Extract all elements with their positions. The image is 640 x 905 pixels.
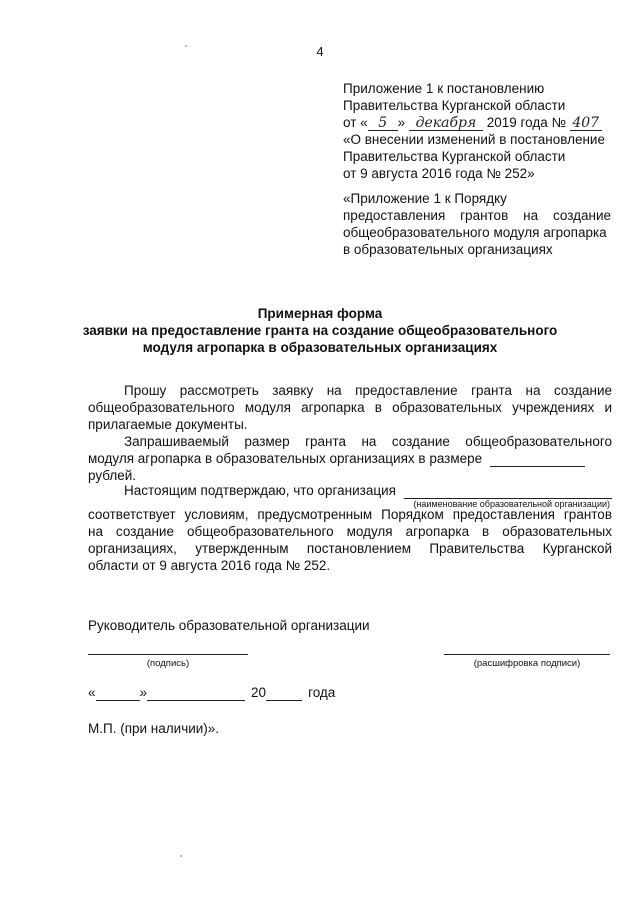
handwritten-month: декабря	[409, 116, 483, 131]
appendix-line: Правительства Курганской области	[343, 98, 566, 113]
amount-field[interactable]	[490, 453, 585, 467]
paragraph-conditions	[88, 506, 612, 574]
signature-caption: (подпись)	[146, 658, 190, 669]
appendix-line: Правительства Курганской области	[343, 149, 566, 164]
text-line-with-field	[88, 482, 612, 499]
text-line: прилагаемые документы.	[88, 417, 248, 432]
year-prefix: 20	[251, 685, 267, 700]
handwritten-number: 407	[570, 116, 602, 131]
text-fragment: Настоящим подтверждаю, что организация	[124, 483, 396, 498]
signature-decode-field[interactable]	[444, 640, 610, 655]
text-line: Прошу рассмотреть заявку на предоставление гранта на создание	[124, 383, 612, 398]
text-line: общеобразовательного модуля агропарка в образовательных учреждениях и	[88, 400, 612, 415]
scan-speck	[185, 45, 187, 47]
signature-field[interactable]	[88, 640, 248, 655]
date-line	[88, 684, 612, 701]
appendix-header	[343, 80, 611, 182]
year-field[interactable]	[266, 687, 302, 701]
text-line-with-field	[88, 450, 612, 467]
year-suffix: года	[308, 685, 336, 700]
title-line: Примерная форма	[257, 306, 383, 321]
appendix2-line: «Приложение 1 к Порядку	[343, 191, 507, 206]
appendix2-line: в образовательных организациях	[343, 242, 553, 257]
form-title	[60, 305, 580, 356]
day-field[interactable]	[96, 687, 140, 701]
quote-open: «	[88, 685, 96, 700]
appendix-date-line	[343, 114, 611, 131]
appendix2-line: предоставления грантов на создание	[343, 208, 611, 223]
scan-speck	[180, 855, 182, 857]
text-line: области от 9 августа 2016 года № 252.	[88, 558, 331, 573]
date-suffix: 2019 года №	[486, 115, 566, 130]
paragraph-request	[88, 382, 612, 433]
signature-decode-caption: (расшифровка подписи)	[473, 658, 581, 669]
text-line: рублей.	[88, 468, 137, 483]
handwritten-day: 5	[368, 116, 398, 131]
text-fragment: модуля агропарка в образовательных организациях в размере	[88, 451, 483, 466]
page-number: 4	[316, 44, 324, 59]
stamp-note: М.П. (при наличии)».	[88, 721, 220, 736]
text-line: на создание общеобразовательного модуля агропарка в образовательных	[88, 524, 612, 539]
month-field[interactable]	[147, 687, 245, 701]
date-prefix: от «	[343, 115, 368, 130]
appendix-line: «О внесении изменений в постановление	[343, 132, 605, 147]
appendix-order-reference	[343, 190, 611, 258]
title-line: модуля агропарка в образовательных организациях	[142, 340, 498, 355]
text-line: Запрашиваемый размер гранта на создание общеобразовательного	[124, 434, 612, 449]
title-line: заявки на предоставление гранта на создание общеобразовательного	[82, 323, 558, 338]
organization-name-field[interactable]	[404, 485, 612, 499]
appendix-line: от 9 августа 2016 года № 252»	[343, 166, 535, 181]
quote-close: »	[139, 685, 148, 700]
appendix2-line: общеобразовательного модуля агропарка	[343, 225, 607, 240]
date-mid: »	[397, 115, 406, 130]
field-caption: (наименование образовательной организации)	[413, 499, 610, 509]
paragraph-grant-amount	[88, 433, 612, 484]
text-line: соответствует условиям, предусмотренным Порядком предоставления грантов	[88, 507, 612, 522]
text-line: организациях, утвержденным постановлением Правительства Курганской	[88, 541, 612, 556]
appendix-line: Приложение 1 к постановлению	[343, 81, 545, 96]
signature-head: Руководитель образовательной организации	[88, 618, 370, 633]
